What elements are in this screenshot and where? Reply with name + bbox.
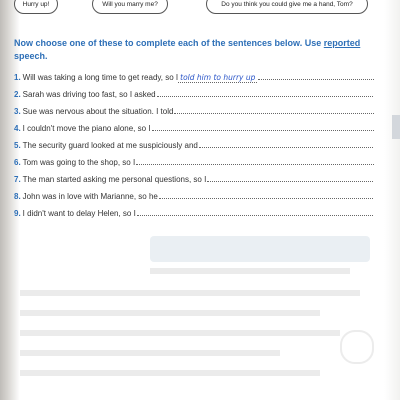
page-edge-tab xyxy=(392,115,400,139)
sentence-number: 5. xyxy=(14,141,21,150)
sentence-number: 9. xyxy=(14,209,21,218)
sentence-row xyxy=(14,172,374,188)
answer-blank-line[interactable] xyxy=(199,147,374,148)
answer-blank-line[interactable] xyxy=(207,181,374,182)
bubble-text: Will you marry me? xyxy=(102,1,158,8)
sentence-row xyxy=(14,189,374,205)
sentence-text: Sarah was driving too fast, so I asked xyxy=(22,90,156,99)
sentence-text: The security guard looked at me suspiciously and xyxy=(22,141,198,150)
sentence-row xyxy=(14,206,374,222)
speech-bubble-marry xyxy=(92,0,168,14)
speech-bubble-hand xyxy=(206,0,368,14)
sentence-number: 6. xyxy=(14,158,21,167)
sentence-text: Sue was nervous about the situation. I told xyxy=(22,107,174,116)
speech-bubble-hurry xyxy=(14,0,58,14)
answer-blank-line[interactable] xyxy=(174,113,374,114)
sentence-text: John was in love with Marianne, so he xyxy=(22,192,158,201)
sentence-number: 7. xyxy=(14,175,21,184)
sentence-number: 1. xyxy=(14,73,21,82)
sentence-number: 3. xyxy=(14,107,21,116)
sentence-text: Tom was going to the shop, so I xyxy=(22,158,136,167)
instruction-underlined: reported xyxy=(323,38,361,48)
answer-blank-line[interactable] xyxy=(258,79,374,80)
sentence-text: I couldn't move the piano alone, so I xyxy=(22,124,151,133)
sentence-row xyxy=(14,70,374,86)
instruction-text: Now choose one of these to complete each of the sentences below. Use xyxy=(14,38,322,48)
sentence-number: 4. xyxy=(14,124,21,133)
sentence-number: 8. xyxy=(14,192,21,201)
faded-line xyxy=(20,310,320,316)
faded-line xyxy=(20,330,340,336)
bubble-text: Hurry up! xyxy=(22,1,50,8)
sentence-row xyxy=(14,138,374,154)
sentence-text: I didn't want to delay Helen, so I xyxy=(22,209,136,218)
sentence-row xyxy=(14,104,374,120)
faded-circle xyxy=(340,330,374,364)
answer-blank-line[interactable] xyxy=(157,96,374,97)
answer-blank-line[interactable] xyxy=(137,215,374,216)
sentence-row xyxy=(14,121,374,137)
answer-blank-line[interactable] xyxy=(136,164,374,165)
sentence-row xyxy=(14,155,374,171)
faded-line xyxy=(20,290,360,296)
faded-panel xyxy=(150,236,370,262)
faded-line xyxy=(20,370,320,376)
sentence-row xyxy=(14,87,374,103)
sentence-number: 2. xyxy=(14,90,21,99)
exercise-instruction xyxy=(14,37,374,63)
sentence-text: Will was taking a long time to get ready, so I xyxy=(22,73,179,82)
sentence-text: The man started asking me personal questions, so I xyxy=(22,175,207,184)
answer-blank-line[interactable] xyxy=(152,130,374,131)
answer-blank-line[interactable] xyxy=(159,198,374,199)
faded-line xyxy=(20,350,280,356)
instruction-tail: speech. xyxy=(14,51,48,61)
faded-line xyxy=(150,268,350,274)
handwritten-answer[interactable]: told him to hurry up xyxy=(180,73,256,82)
bubble-text: Do you think you could give me a hand, Tom? xyxy=(221,1,353,8)
